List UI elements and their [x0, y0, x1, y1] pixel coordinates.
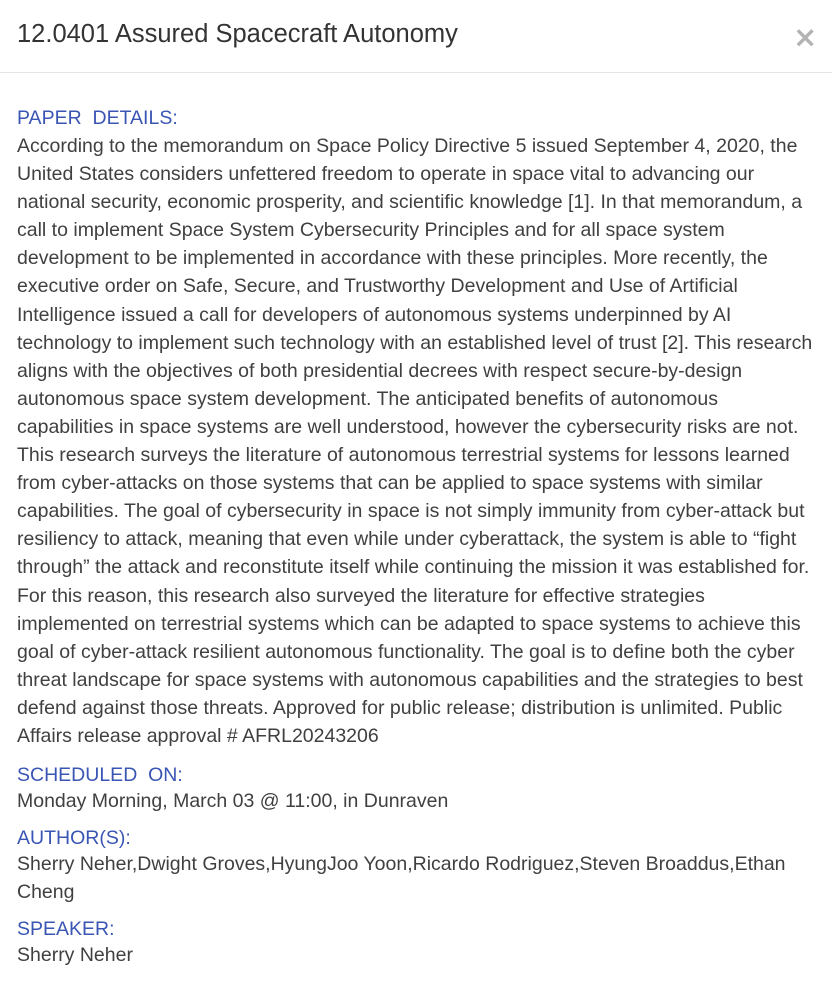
scheduled-on-label: SCHEDULED ON:	[17, 764, 183, 787]
paper-details-label: PAPER DETAILS:	[17, 107, 178, 129]
speaker-label: SPEAKER:	[17, 918, 115, 941]
speaker-value: Sherry Neher	[17, 944, 133, 967]
modal-header	[0, 0, 832, 73]
scheduled-on-value: Monday Morning, March 03 @ 11:00, in Dunraven	[17, 790, 449, 813]
authors-label: AUTHOR(S):	[17, 827, 131, 850]
authors-value: Sherry Neher,Dwight Groves,HyungJoo Yoon,Ricardo Rodriguez,Steven Broaddus,Ethan Cheng	[17, 853, 786, 904]
close-icon[interactable]: ×	[793, 20, 818, 54]
modal-title: 12.0401 Assured Spacecraft Autonomy	[17, 20, 458, 48]
paper-abstract: According to the memorandum on Space Policy Directive 5 issued September 4, 2020, the United States considers unfettered freedom to operate in space vital to advancing our national security, economic prosperity, and scientific knowledge [1]. In that memorandum, a call to implement Space System Cybersecurity Principles and for all space system development to be implemented in accordance with these principles. More recently, the executive order on Safe, Secure, and Trustworthy Development and Use of Artificial Intelligence issued a call for developers of autonomous systems underpinned by AI technology to implement such technology with an established level of trust [2]. This research aligns with the objectives of both presidential decrees with respect secure-by-design autonomous space system development. The anticipated benefits of autonomous capabilities in space systems are well understood, however the cybersecurity risks are not. This research surveys the literature of autonomous terrestrial systems for lessons learned from cyber-attacks on those systems that can be applied to space systems with similar capabilities. The goal of cybersecurity in space is not simply immunity from cyber-attack but resiliency to attack, meaning that even while under cyberattack, the system is able to “fight through” the attack and reconstitute itself while continuing the mission it was established for. For this reason, this research also surveyed the literature for effective strategies implemented on terrestrial systems which can be adapted to space systems to achieve this goal of cyber-attack resilient autonomous functionality. The goal is to define both the cyber threat landscape for space systems with autonomous capabilities and the strategies to best defend against those threats. Approved for public release; distribution is unlimited. Public Affairs release approval # AFRL20243206	[17, 135, 813, 747]
modal-body	[0, 73, 832, 969]
